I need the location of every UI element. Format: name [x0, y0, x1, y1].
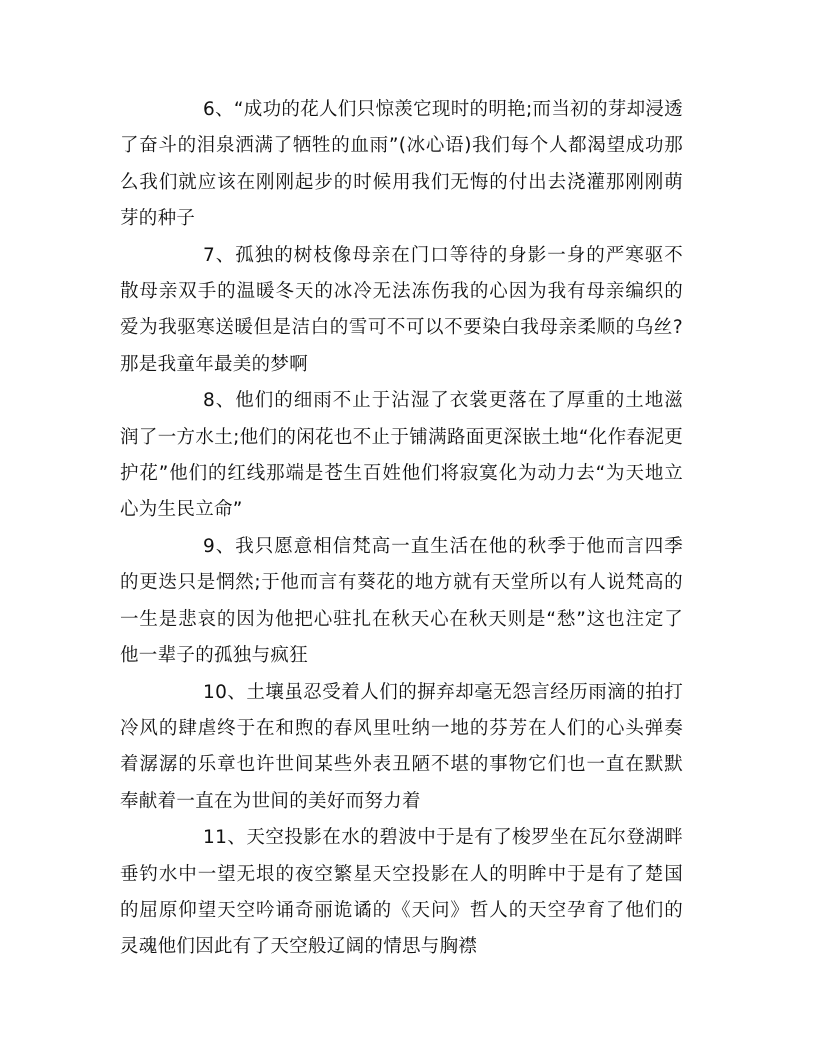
- paragraph-8: 8、他们的细雨不止于沾湿了衣裳更落在了厚重的土地滋润了一方水土;他们的闲花也不止于铺满路面更深嵌土地“化作春泥更护花”他们的红线那端是苍生百姓他们将寂寞化为动力去“为天地立心为生民立命”: [120, 390, 683, 521]
- paragraph-10: 10、土壤虽忍受着人们的摒弃却毫无怨言经历雨滴的拍打冷风的肆虐终于在和煦的春风里吐纳一地的芬芳在人们的心头弹奏着潺潺的乐章也许世间某些外表丑陋不堪的事物它们也一直在默默奉献着一直在为世间的美好而努力着: [120, 681, 683, 812]
- paragraph-11: 11、天空投影在水的碧波中于是有了梭罗坐在瓦尔登湖畔垂钓水中一望无垠的夜空繁星天空投影在人的明眸中于是有了楚国的屈原仰望天空吟诵奇丽诡谲的《天问》哲人的天空孕育了他们的灵魂他们因此有了天空般辽阔的情思与胸襟: [120, 827, 683, 958]
- document-body: [120, 92, 683, 966]
- paragraph-6: 6、“成功的花人们只惊羡它现时的明艳;而当初的芽却浸透了奋斗的泪泉洒满了牺牲的血雨”(冰心语)我们每个人都渴望成功那么我们就应该在刚刚起步的时候用我们无悔的付出去浇灌那刚刚萌芽的种子: [120, 99, 683, 230]
- paragraph-7: 7、孤独的树枝像母亲在门口等待的身影一身的严寒驱不散母亲双手的温暖冬天的冰冷无法冻伤我的心因为我有母亲编织的爱为我驱寒送暖但是洁白的雪可不可以不要染白我母亲柔顺的乌丝?那是我童年最美的梦啊: [120, 244, 683, 375]
- paragraph-9: 9、我只愿意相信梵高一直生活在他的秋季于他而言四季的更迭只是惘然;于他而言有葵花的地方就有天堂所以有人说梵高的一生是悲哀的因为他把心驻扎在秋天心在秋天则是“愁”这也注定了他一辈子的孤独与疯狂: [120, 535, 683, 667]
